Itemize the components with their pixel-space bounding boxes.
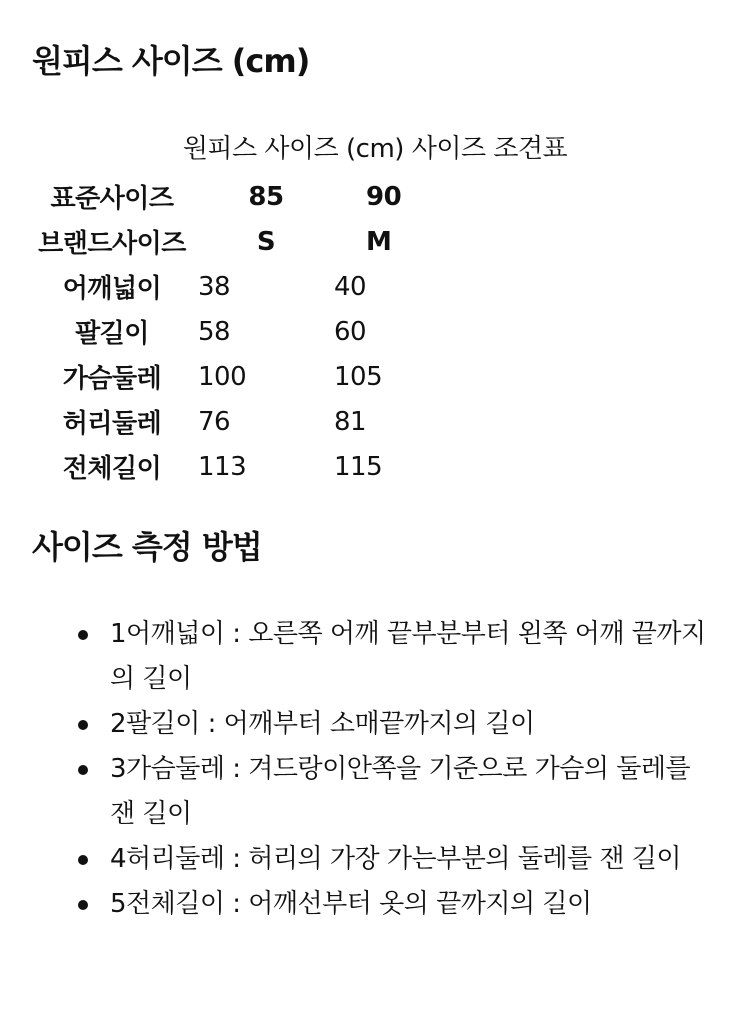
section-title-measurement: 사이즈 측정 방법 <box>32 528 262 566</box>
table-header-row-standard <box>32 174 516 219</box>
list-item <box>78 702 714 747</box>
table-row <box>32 354 516 399</box>
list-item-text: 5전체길이 : 어깨선부터 옷의 끝까지의 길이 <box>110 889 592 919</box>
table-cell: 40 <box>334 271 367 302</box>
table-cell: 115 <box>334 451 383 482</box>
measurement-list <box>78 612 714 927</box>
table-row <box>32 264 516 309</box>
row-label: 가슴둘레 <box>62 364 162 394</box>
row-label: 어깨넓이 <box>62 274 162 304</box>
table-cell: 60 <box>334 316 367 347</box>
list-item-text: 3가슴둘레 : 겨드랑이안쪽을 기준으로 가슴의 둘레를 잰 길이 <box>110 754 691 829</box>
page-title: 원피스 사이즈 (cm) <box>32 42 310 80</box>
row-label: 전체길이 <box>62 454 162 484</box>
row-label: 허리둘레 <box>62 409 162 439</box>
table-row <box>32 444 516 489</box>
bullet-icon <box>78 765 88 775</box>
list-item <box>78 882 714 927</box>
table-cell: 105 <box>334 361 383 392</box>
table-header-row-brand <box>32 219 516 264</box>
row-label: 브랜드사이즈 <box>38 229 186 259</box>
row-label: 팔길이 <box>75 319 149 349</box>
table-cell: 58 <box>198 316 231 347</box>
header-cell: S <box>256 226 276 257</box>
table-cell: 100 <box>198 361 247 392</box>
table-cell: 76 <box>198 406 231 437</box>
size-table-caption: 원피스 사이즈 (cm) 사이즈 조견표 <box>182 134 568 164</box>
bullet-icon <box>78 900 88 910</box>
table-cell: 81 <box>334 406 367 437</box>
list-item <box>78 837 714 882</box>
bullet-icon <box>78 855 88 865</box>
list-item-text: 2팔길이 : 어깨부터 소매끝까지의 길이 <box>110 709 535 739</box>
size-table <box>32 174 516 489</box>
table-cell: 113 <box>198 451 247 482</box>
list-item-text: 1어깨넓이 : 오른쪽 어깨 끝부분부터 왼쪽 어깨 끝까지의 길이 <box>110 619 706 694</box>
list-item-text: 4허리둘레 : 허리의 가장 가는부분의 둘레를 잰 길이 <box>110 844 681 874</box>
list-item <box>78 612 714 702</box>
header-cell: 90 <box>366 181 402 212</box>
header-cell: 85 <box>248 181 284 212</box>
list-item <box>78 747 714 837</box>
row-label: 표준사이즈 <box>50 184 174 214</box>
bullet-icon <box>78 630 88 640</box>
table-row <box>32 399 516 444</box>
bullet-icon <box>78 720 88 730</box>
header-cell: M <box>366 226 392 257</box>
table-cell: 38 <box>198 271 231 302</box>
table-row <box>32 309 516 354</box>
